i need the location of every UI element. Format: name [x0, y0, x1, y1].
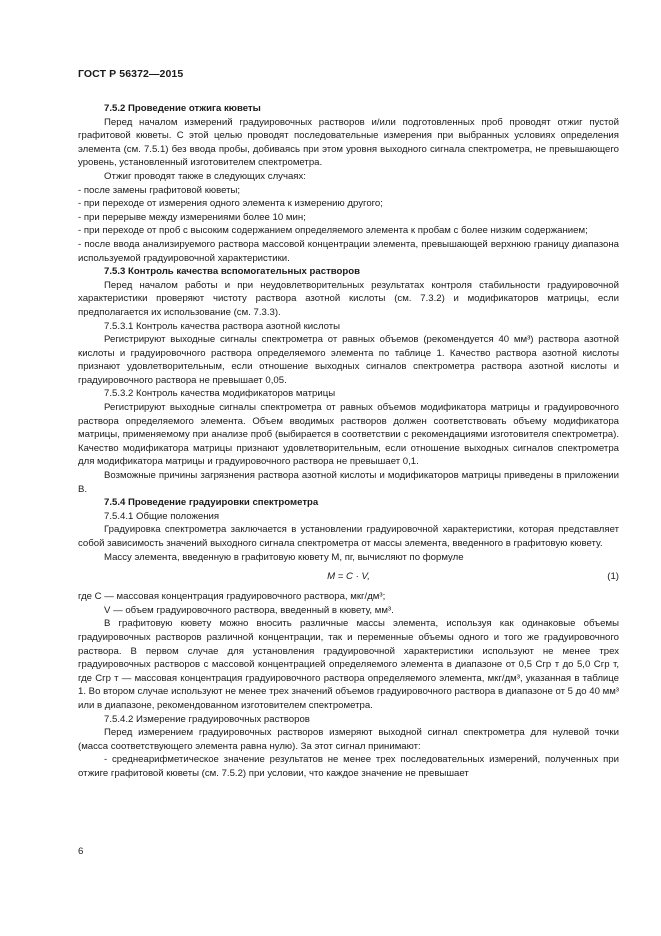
formula-expression: M = C · V, — [327, 571, 370, 583]
paragraph: Отжиг проводят также в следующих случаях: — [104, 170, 306, 182]
paragraph: Массу элемента, введенную в графитовую кювету М, пг, вычисляют по формуле — [104, 551, 464, 563]
paragraph: 7.5.3.2 Контроль качества модификаторов матрицы — [104, 388, 336, 400]
paragraph: Регистрируют выходные сигналы спектрометра от равных объемов (рекомендуется 40 мм³) раствора азотной кислоты и градуировочного раствора определяемого элемента по таблице 1. Качество раствора азотной кислоты признают удовлетворительным, если отношение выходных сигналов спектрометра раствора азотной кислоты и градуировочного раствора не превышает 0,05. — [78, 334, 619, 386]
paragraph: - при перерыве между измерениями более 10 мин; — [78, 211, 306, 223]
paragraph: 7.5.4.1 Общие положения — [104, 510, 220, 522]
paragraph: 7.5.3.1 Контроль качества раствора азотной кислоты — [104, 320, 341, 332]
formula-number: (1) — [607, 571, 619, 583]
paragraph: 7.5.2 Проведение отжига кюветы — [104, 103, 261, 114]
paragraph: - при переходе от измерения одного элемента к измерению другого; — [78, 198, 383, 210]
formula — [78, 566, 619, 588]
paragraph: - после замены графитовой кюветы; — [78, 184, 241, 196]
paragraph: Регистрируют выходные сигналы спектрометра от равных объемов модификатора матрицы и градуировочного раствора определяемого элемента. Объем вводимых растворов должен соответствовать объему модификатора матрицы, применяемому при анализе проб (выбирается в соответствии с рекомендациями изготовителя спектрометра). Качество модификатора матрицы признают удовлетворительным, если отношение выходных сигналов спектрометра для модификатора матрицы и градуировочного раствора не превышает 0,1. — [78, 402, 619, 468]
paragraph: 7.5.4 Проведение градуировки спектрометра — [104, 497, 319, 509]
paragraph: Градуировка спектрометра заключается в установлении градуировочной характеристики, которая представляет собой зависимость значений выходного сигнала спектрометра от массы элемента, введенного в графитовую кювету. — [78, 524, 619, 549]
paragraph: - среднеарифметическое значение результатов не менее трех последовательных измерений, полученных при отжиге графитовой кюветы (см. 7.5.2) при условии, что каждое значение не превышает — [78, 754, 619, 779]
document-body — [78, 97, 619, 781]
paragraph: - при переходе от проб с высоким содержанием определяемого элемента к пробам с более низким содержанием; — [78, 225, 588, 237]
paragraph-block — [78, 102, 619, 564]
document-header: ГОСТ Р 56372—2015 — [78, 68, 184, 80]
paragraph: - после ввода анализируемого раствора массовой концентрации элемента, превышающей верхнюю границу диапазона используемой градуировочной характеристики. — [78, 238, 619, 264]
paragraph: V — объем градуировочного раствора, введенный в кювету, мм³. — [104, 604, 394, 616]
paragraph: Перед началом измерений градуировочных растворов и/или подготовленных проб проводят отжиг пустой графитовой кюветы. С этой целью проводят последовательные измерения при выбранных условиях определения элемента (см. 7.5.1) без ввода пробы, добиваясь при этом уровня выходного сигнала спектрометра, не превышающего уровень, установленный изготовителем спектрометра. — [78, 116, 619, 169]
paragraph: Возможные причины загрязнения раствора азотной кислоты и модификаторов матрицы приведены в приложении В. — [78, 470, 619, 495]
paragraph: 7.5.3 Контроль качества вспомогательных растворов — [104, 266, 361, 278]
paragraph: Перед началом работы и при неудовлетворительных результатах контроля стабильности градуировочной характеристики проверяют чистоту раствора азотной кислоты (см. 7.3.2) и модификаторов матрицы, если предполагается их использование (см. 7.3.3). — [78, 279, 619, 318]
paragraph: Перед измерением градуировочных растворов измеряют выходной сигнал спектрометра для нулевой точки (масса соответствующего элемента равна нулю). За этот сигнал принимают: — [78, 727, 619, 752]
paragraph: 7.5.4.2 Измерение градуировочных растворов — [104, 713, 310, 725]
page-number: 6 — [78, 846, 84, 857]
paragraph: В графитовую кювету можно вносить различные массы элемента, используя как одинаковые объемы градуировочных растворов различной концентрации, так и переменные объемы одного и того же градуировочного раствора. В первом случае для установления градуировочной характеристики используют не менее трех градуировочных растворов с массовой концентрацией определяемого элемента в диапазоне от 0,5 Сгр т до 5,0 Сгр т, где Сгр т — массовая концентрация градуировочного раствора определяемого элемента, мкг/дм³, указанная в таблице 1. Во втором случае используют не менее трех значений объемов градуировочного раствора в диапазоне от 5 до 40 мм³ или в диапазоне, рекомендованном изготовителем спектрометра. — [78, 618, 619, 711]
paragraph: где С — массовая концентрация градуировочного раствора, мкг/дм³; — [78, 591, 386, 603]
paragraph-block — [78, 590, 619, 780]
